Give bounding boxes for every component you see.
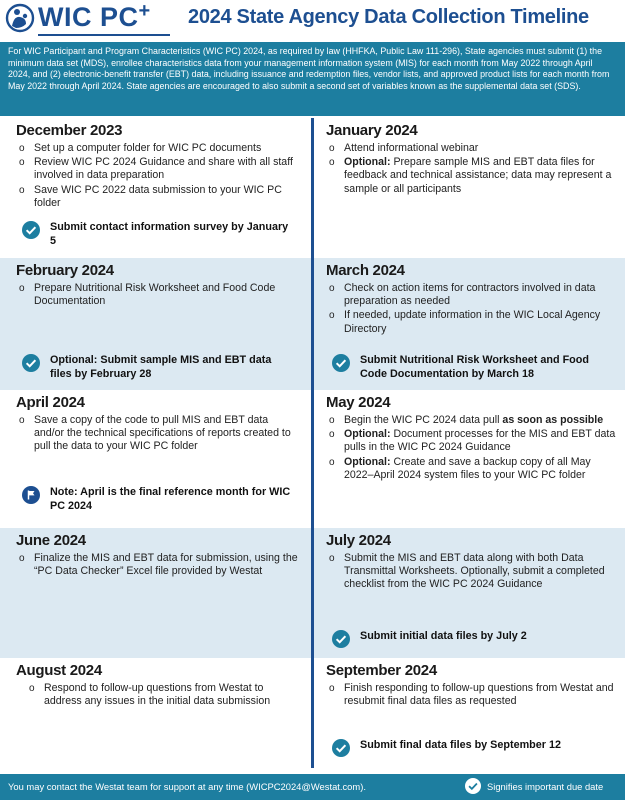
check-circle-icon — [332, 739, 350, 757]
check-circle-icon — [332, 354, 350, 372]
month-title: April 2024 — [16, 394, 85, 411]
month-september — [326, 658, 616, 709]
list-item: o Save WIC PC 2022 data submission to your WIC PC folder — [19, 183, 282, 209]
month-may — [326, 390, 616, 483]
month-february — [16, 258, 298, 309]
check-circle-icon — [22, 221, 40, 239]
due-date-september: Submit final data files by September 12 — [332, 738, 617, 757]
list-item: o Set up a computer folder for WIC PC documents — [19, 142, 262, 154]
column-divider — [311, 118, 314, 768]
month-december — [16, 118, 298, 211]
list-item: o Optional: Create and save a backup copy of all May 2022–April 2024 system files to your WIC PC folder — [329, 455, 591, 481]
list-item: o Attend informational webinar — [329, 142, 479, 154]
intro-paragraph: For WIC Participant and Program Characteristics (WIC PC) 2024, as required by law (HHFKA, Public Law 111-296), State agencies must submit (1) the minimum data set (MDS), enrollee characteristics data from your management information system (MIS) for each month from May 2022 through April 2024, and (2) electronic-benefit transfer (EBT) data, including issuance and redemption files, vendor lists, and approved product lists for each month from May 2022 through April 2024. State agencies are encouraged to also submit a second set of variables known as the supplemental data set (SDS). — [0, 42, 625, 116]
note-april: Note: April is the final reference month for WIC PC 2024 — [22, 485, 292, 513]
list-item: o Prepare Nutritional Risk Worksheet and Food Code Documentation — [19, 282, 276, 308]
month-title: July 2024 — [326, 532, 391, 549]
list-item: o Submit the MIS and EBT data along with both Data Transmittal Worksheets. Optionally, submit a completed checklist from the WIC PC 2024 Guidance — [329, 552, 605, 591]
mother-child-icon — [4, 2, 38, 38]
list-item: o Respond to follow-up questions from Westat to address any issues in the initial data submission — [29, 682, 271, 708]
month-title: June 2024 — [16, 532, 86, 549]
list-item: o If needed, update information in the WIC Local Agency Directory — [329, 309, 601, 335]
month-title: February 2024 — [16, 262, 114, 279]
check-circle-icon — [465, 778, 481, 794]
month-march — [326, 258, 616, 337]
month-title: August 2024 — [16, 662, 102, 679]
month-title: January 2024 — [326, 122, 418, 139]
list-item: o Optional: Prepare sample MIS and EBT data files for feedback and technical assistance; data may represent a sample or all participants — [329, 156, 612, 195]
due-date-february: Optional: Submit sample MIS and EBT data files by February 28 — [22, 353, 292, 381]
logo-underline — [38, 34, 170, 36]
list-item: o Finish responding to follow-up questions from Westat and resubmit final data files as requested — [329, 682, 614, 708]
due-date-march: Submit Nutritional Risk Worksheet and Food Code Documentation by March 18 — [332, 353, 617, 381]
list-item: o Begin the WIC PC 2024 data pull as soon as possible — [329, 414, 604, 426]
month-january — [326, 118, 616, 197]
due-date-july: Submit initial data files by July 2 — [332, 629, 617, 648]
legend-label: Signifies important due date — [487, 780, 604, 792]
month-june — [16, 528, 298, 579]
flag-icon — [22, 486, 40, 504]
contact-note: You may contact the Westat team for support at any time (WICPC2024@Westat.com). — [8, 781, 366, 792]
check-circle-icon — [22, 354, 40, 372]
list-item: o Review WIC PC 2024 Guidance and share with all staff involved in data preparation — [19, 156, 293, 182]
list-item: o Finalize the MIS and EBT data for submission, using the “PC Data Checker” Excel file provided by Westat — [19, 552, 298, 578]
list-item: o Save a copy of the code to pull MIS and EBT data and/or the technical specifications of reports created to pull the data to your WIC PC folder — [19, 414, 291, 453]
month-title: September 2024 — [326, 662, 437, 679]
month-title: May 2024 — [326, 394, 391, 411]
list-item: o Optional: Document processes for the MIS and EBT data pulls in the WIC PC 2024 Guidance — [329, 428, 616, 454]
due-date-december: Submit contact information survey by January 5 — [22, 220, 292, 248]
page-title: 2024 State Agency Data Collection Timeline — [188, 6, 589, 28]
month-title: December 2023 — [16, 122, 123, 139]
header — [0, 0, 625, 42]
month-title: March 2024 — [326, 262, 405, 279]
footer — [0, 774, 625, 800]
wic-pc-logo — [4, 2, 176, 38]
logo-text: WIC PC+ — [38, 0, 151, 32]
month-april — [16, 390, 298, 455]
month-july — [326, 528, 616, 593]
legend — [465, 778, 603, 794]
list-item: o Check on action items for contractors involved in data preparation as needed — [329, 282, 596, 308]
month-august — [16, 658, 298, 709]
check-circle-icon — [332, 630, 350, 648]
